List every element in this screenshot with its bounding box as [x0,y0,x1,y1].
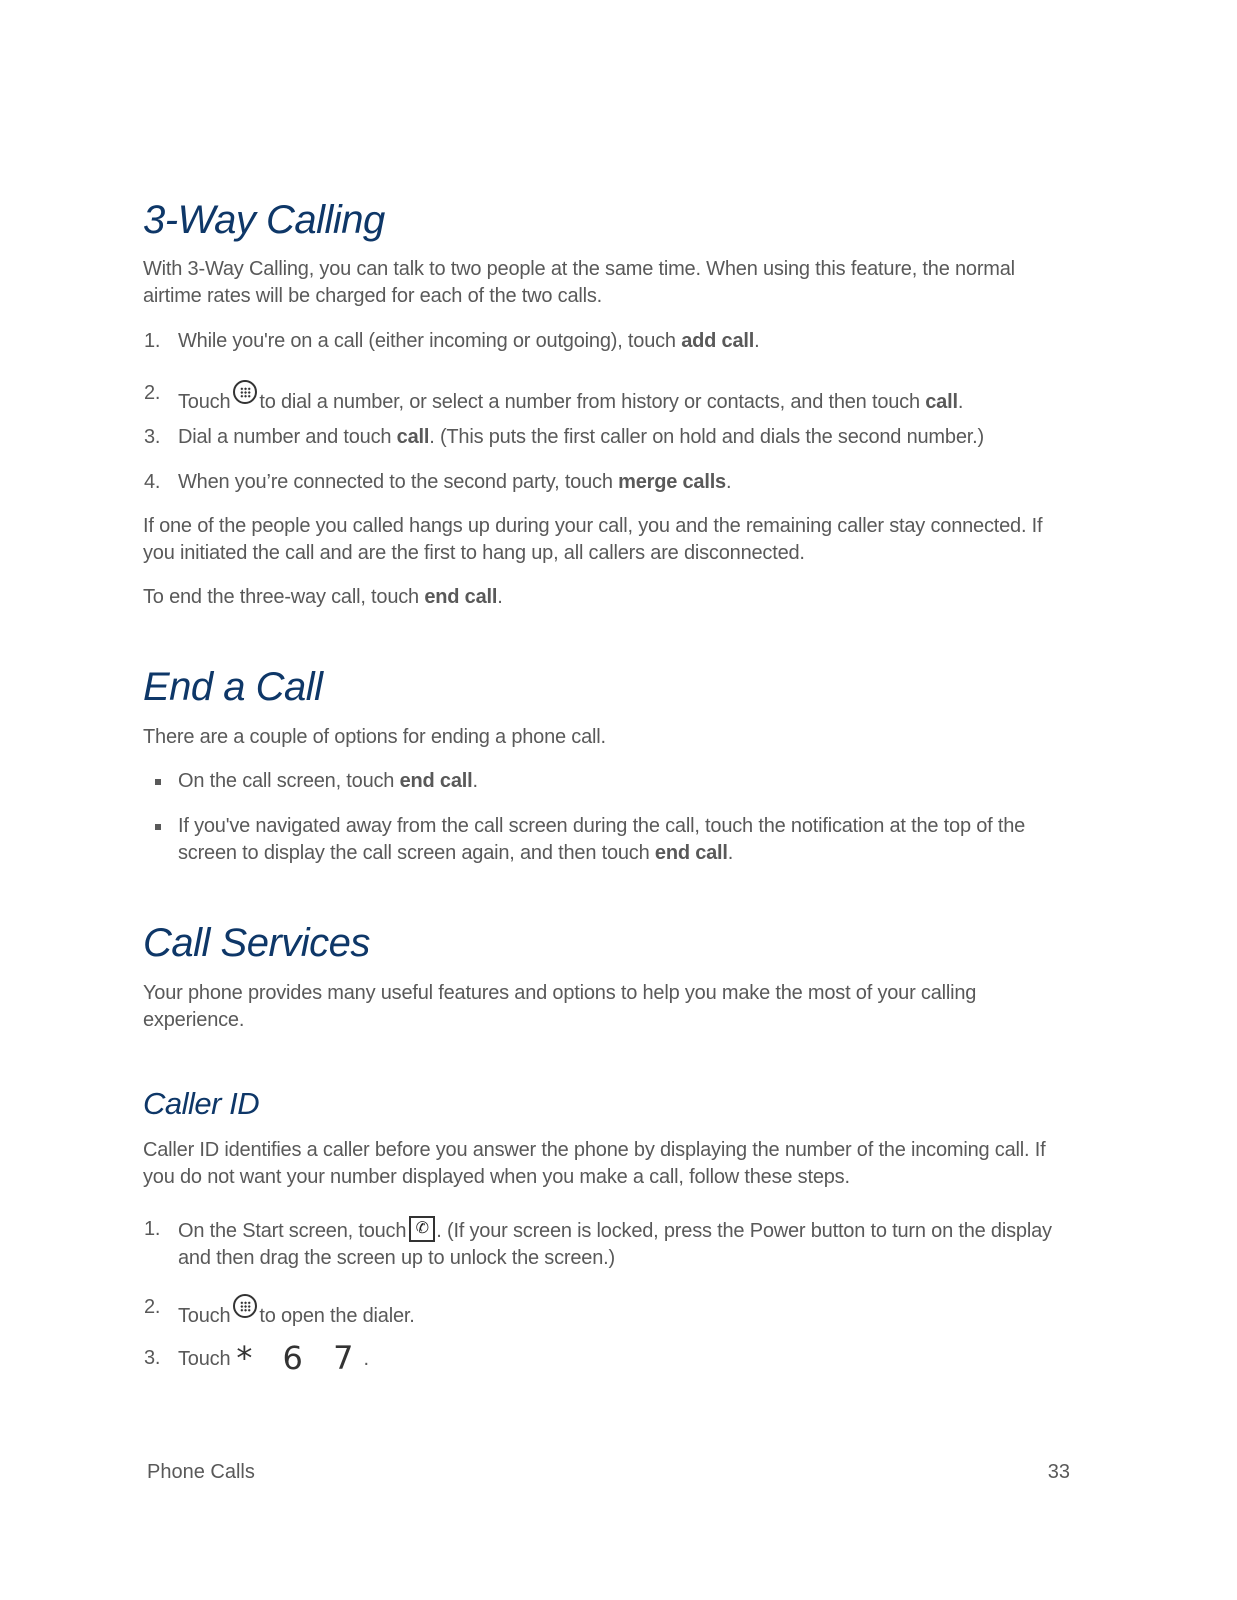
bullet-text: If you've navigated away from the call screen during the call, touch the notification at the top of the screen to display the call screen again, and then touch end call. [178,815,1026,864]
heading-3-way-calling: 3-Way Calling [143,198,385,242]
bullet-marker [155,824,161,830]
step-number: 3. [144,426,161,448]
step-number: 3. [144,1347,161,1369]
heading-end-a-call: End a Call [143,665,323,709]
heading-caller-id: Caller ID [143,1086,260,1121]
phone-tile-icon: ✆ [409,1216,435,1242]
end-three-way-note: To end the three-way call, touch end call. [143,586,503,608]
end-call-label: end call [399,770,473,792]
call-label: call [925,391,958,413]
step-text: Touch * 6 7. [178,1339,369,1377]
dial-keys: * 6 7 [236,1339,364,1377]
step-text: On the Start screen, touch ✆ . (If your screen is locked, press the Power button to turn on the display and then drag the screen up to unlock the screen.) [178,1216,1073,1272]
intro-call-services: Your phone provides many useful features and options to help you make the most of your calling experience. [143,982,977,1031]
hangup-note: If one of the people you called hangs up during your call, you and the remaining caller stay connected. If you initiated the call and are the first to hang up, all callers are disconnected. [143,515,1043,564]
footer-page-number: 33 [1047,1461,1070,1483]
step-text: Dial a number and touch call. (This puts the first caller on hold and dials the second number.) [178,426,984,448]
call-label: call [396,426,430,448]
merge-calls-label: merge calls [618,471,726,493]
step-text: While you're on a call (either incoming or outgoing), touch add call. [178,330,760,352]
bullet-marker [155,779,161,785]
step-text: Touch to dial a number, or select a number from history or contacts, and then touch call. [178,380,1073,416]
step-text: Touch to open the dialer. [178,1294,1073,1330]
step-number: 1. [144,1218,161,1240]
step-number: 1. [144,330,161,352]
end-call-label: end call [424,586,498,608]
step-number: 2. [144,382,161,404]
step-number: 4. [144,471,161,493]
dialpad-icon [233,380,257,404]
end-call-label: end call [654,842,728,864]
footer-section-name: Phone Calls [147,1461,255,1483]
step-text: When you’re connected to the second party, touch merge calls. [178,471,732,493]
intro-3-way: With 3-Way Calling, you can talk to two people at the same time. When using this feature, the normal airtime rates will be charged for each of the two calls. [143,258,1015,307]
add-call-label: add call [681,330,755,352]
bullet-text: On the call screen, touch end call. [178,770,478,792]
intro-caller-id: Caller ID identifies a caller before you answer the phone by displaying the number of the incoming call. If you do not want your number displayed when you make a call, follow these steps. [143,1139,1046,1188]
dialpad-icon [233,1294,257,1318]
heading-call-services: Call Services [143,921,370,965]
intro-end-call: There are a couple of options for ending a phone call. [143,726,606,748]
step-number: 2. [144,1296,161,1318]
